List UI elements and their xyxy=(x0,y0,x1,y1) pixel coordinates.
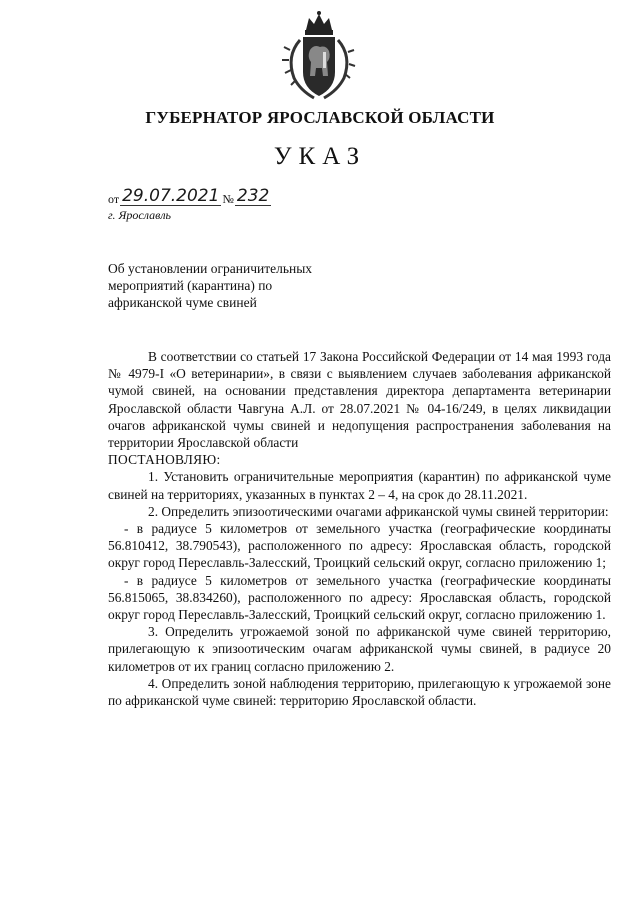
item-4: 4. Определить зоной наблюдения территорию, прилегающую к угрожаемой зоне по африканской чуме свиней: территорию Ярославской области. xyxy=(108,675,611,709)
subject-line: мероприятий (карантина) по xyxy=(108,278,273,293)
date-prefix: от xyxy=(108,192,120,206)
handwritten-number: 232 xyxy=(236,186,270,206)
decree-subject xyxy=(108,260,368,311)
number-prefix: № xyxy=(222,192,234,206)
yaroslavl-coat-of-arms-icon xyxy=(276,10,362,108)
item-1: 1. Установить ограничительные мероприятия (карантин) по африканской чуме свиней на территориях, указанных в пунктах 2 – 4, на срок до 28.11.2021. xyxy=(108,469,611,502)
document-type: УКАЗ xyxy=(273,143,367,170)
preamble-paragraph: В соответствии со статьей 17 Закона Российской Федерации от 14 мая 1993 года № 4979-I «О ветеринарии», в связи с выявлением случаев заболевания африканской чумой свиней, на основании представления директора департамента ветеринарии Ярославской области Чавгуна А.Л. от 28.07.2021 № 04-16/249, в целях ликвидации очагов африканской чумы свиней и недопущения распространения заболевания на территории Ярославской области xyxy=(108,349,611,451)
handwritten-date: 29.07.2021 xyxy=(122,186,220,206)
subject-line: африканской чуме свиней xyxy=(108,295,257,310)
item-3: 3. Определить угрожаемой зоной по африканской чуме свиней территорию, прилегающую к эпизоотическим очагам африканской чумы свиней, в радиусе 20 километров от их границ согласно приложению 2. xyxy=(108,624,611,674)
resolve-heading: ПОСТАНОВЛЯЮ: xyxy=(108,452,221,468)
decree-body xyxy=(108,348,611,709)
city: г. Ярославль xyxy=(108,208,172,222)
item-2-subitem-b: - в радиусе 5 километров от земельного участка (географические координаты 56.815065, 38.834260), расположенного по адресу: Ярославская область, городской округ город Переславль-Залесский, Троицкий сельский округ, согласно приложению 1. xyxy=(108,572,611,623)
issuing-authority: ГУБЕРНАТОР ЯРОСЛАВСКОЙ ОБЛАСТИ xyxy=(145,108,495,127)
item-2: 2. Определить эпизоотическими очагами африканской чумы свиней территории: xyxy=(148,503,609,519)
item-2-subitem-a: - в радиусе 5 километров от земельного участка (географические координаты 56.810412, 38.790543), расположенного по адресу: Ярославская область, городской округ город Переславль-Залесский, Троицкий сельский округ, согласно приложению 1; xyxy=(108,521,611,571)
subject-line: Об установлении ограничительных xyxy=(108,261,313,276)
date-number-line xyxy=(108,188,272,206)
